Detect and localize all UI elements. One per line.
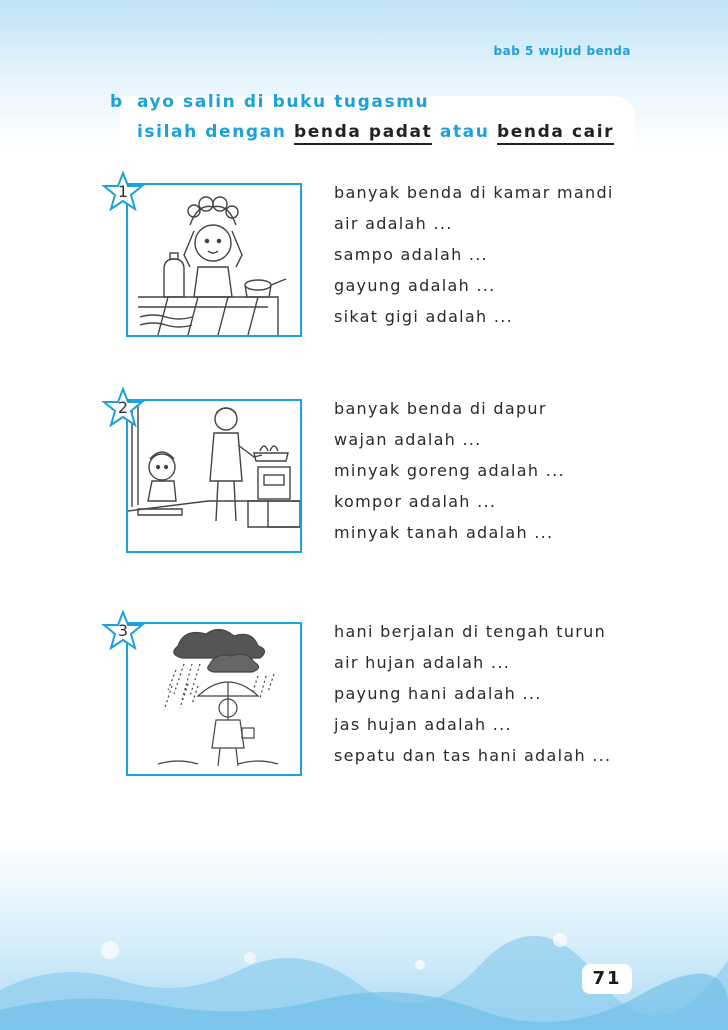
section-letter: b	[110, 92, 123, 112]
exercise-1	[0, 183, 728, 373]
mother-cooking-in-kitchen-illustration	[126, 399, 302, 553]
page-number-badge	[582, 964, 632, 994]
exercise-3	[0, 622, 728, 812]
instruction-line-1: ayo salin di buku tugasmu	[137, 92, 430, 112]
instruction-line-2	[137, 122, 614, 142]
option-liquid: benda cair	[497, 122, 614, 145]
number-badge	[101, 171, 145, 215]
girl-with-umbrella-in-rain-illustration	[126, 622, 302, 776]
page-number: 71	[592, 968, 622, 989]
exercise-number: 2	[117, 398, 129, 417]
instruction-conjunction: atau	[439, 122, 490, 142]
question-line: kompor adalah ...	[334, 492, 497, 511]
question-line: gayung adalah ...	[334, 276, 496, 295]
water-splash-decoration	[0, 840, 728, 1030]
exercise-number: 3	[117, 621, 129, 640]
option-solid: benda padat	[294, 122, 432, 145]
exercise-text	[334, 616, 611, 771]
question-line: air hujan adalah ...	[334, 653, 511, 672]
exercise-text	[334, 393, 565, 548]
question-line: jas hujan adalah ...	[334, 715, 512, 734]
number-badge	[101, 610, 145, 654]
question-line: hani berjalan di tengah turun	[334, 622, 607, 641]
chapter-title: bab 5 wujud benda	[493, 44, 631, 58]
question-line: payung hani adalah ...	[334, 684, 542, 703]
question-line: sepatu dan tas hani adalah ...	[334, 746, 612, 765]
instruction-prefix: isilah dengan	[137, 122, 287, 142]
exercise-text	[334, 177, 614, 332]
question-line: sampo adalah ...	[334, 245, 489, 264]
question-line: minyak tanah adalah ...	[334, 523, 554, 542]
exercise-number: 1	[117, 182, 129, 201]
question-line: banyak benda di kamar mandi	[334, 183, 614, 202]
question-line: minyak goreng adalah ...	[334, 461, 565, 480]
boy-shampooing-hair-illustration	[126, 183, 302, 337]
question-line: wajan adalah ...	[334, 430, 482, 449]
number-badge	[101, 387, 145, 431]
question-line: banyak benda di dapur	[334, 399, 547, 418]
question-line: air adalah ...	[334, 214, 453, 233]
question-line: sikat gigi adalah ...	[334, 307, 514, 326]
exercise-2	[0, 399, 728, 589]
